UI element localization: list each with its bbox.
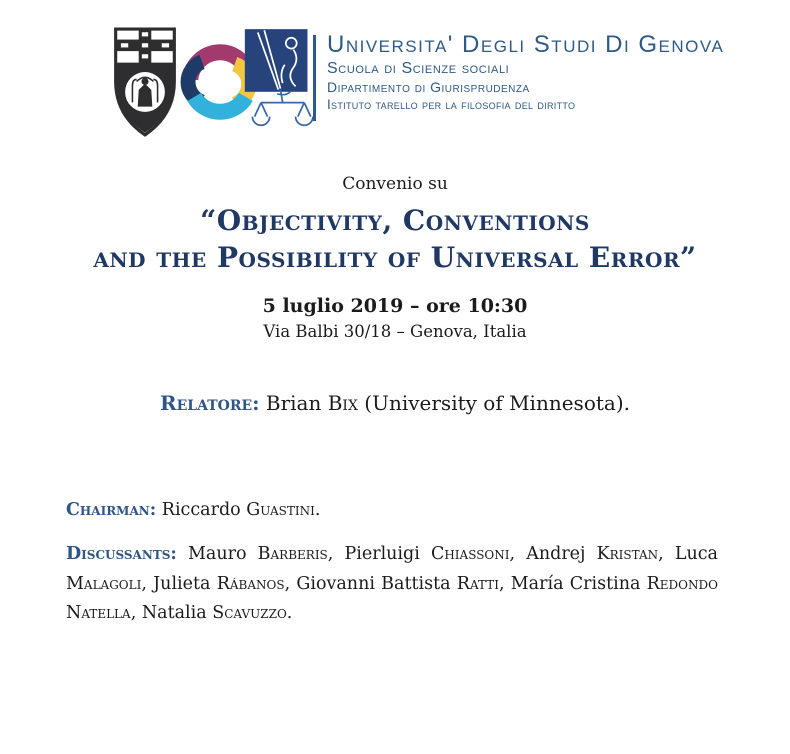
relatore-line: Relatore: Brian Bix (University of Minnesota). xyxy=(160,391,630,415)
person-surname: Barberis xyxy=(257,544,328,564)
person-surname: Ratti xyxy=(456,573,499,594)
department-name: Dipartimento di Giurisprudenza xyxy=(327,79,530,95)
chairman-label: Chairman: xyxy=(66,500,157,520)
header-text-block xyxy=(327,31,724,113)
relatore-label: Relatore: xyxy=(160,391,260,415)
header-logo-row xyxy=(0,0,790,150)
event-title-line1: “Objectivity, Conventions xyxy=(200,204,590,237)
event-location: Via Balbi 30/18 – Genova, Italia xyxy=(263,322,527,341)
person-surname: Bix xyxy=(327,391,358,415)
chairman-line: Chairman: Riccardo Guastini. xyxy=(66,500,321,520)
person-surname: Malagoli xyxy=(66,573,142,594)
person-surname: Rábanos xyxy=(216,573,285,594)
university-crest-icon xyxy=(113,27,177,137)
person-surname: Redondo Natella xyxy=(66,573,718,623)
person-surname: Chiassoni xyxy=(430,544,510,564)
header-divider xyxy=(313,35,316,121)
event-datetime: 5 luglio 2019 – ore 10:30 xyxy=(262,295,528,317)
institute-name: Istituto tarello per la filosofia del diritto xyxy=(327,97,576,112)
discussants-line: Discussants: Mauro Barberis, Pierluigi Chiassoni, Andrej Kristan, Luca Malagoli, Julieta Rábanos, Giovanni Battista Ratti, María Cristina Redondo Natella, Natalia Scavuzzo. xyxy=(66,544,718,623)
tarello-institute-logo-icon xyxy=(234,27,314,135)
person-surname: Guastini xyxy=(246,500,315,520)
university-name: Universita' Degli Studi Di Genova xyxy=(327,31,725,58)
event-title-line2: and the Possibility of Universal Error” xyxy=(93,241,697,274)
event-kicker: Convenio su xyxy=(342,174,448,194)
person-surname: Kristan xyxy=(596,544,659,564)
event-title xyxy=(0,202,790,276)
discussants-label: Discussants: xyxy=(66,544,177,564)
person-surname: Scavuzzo xyxy=(212,603,287,623)
school-name: Scuola di Scienze sociali xyxy=(327,60,510,77)
